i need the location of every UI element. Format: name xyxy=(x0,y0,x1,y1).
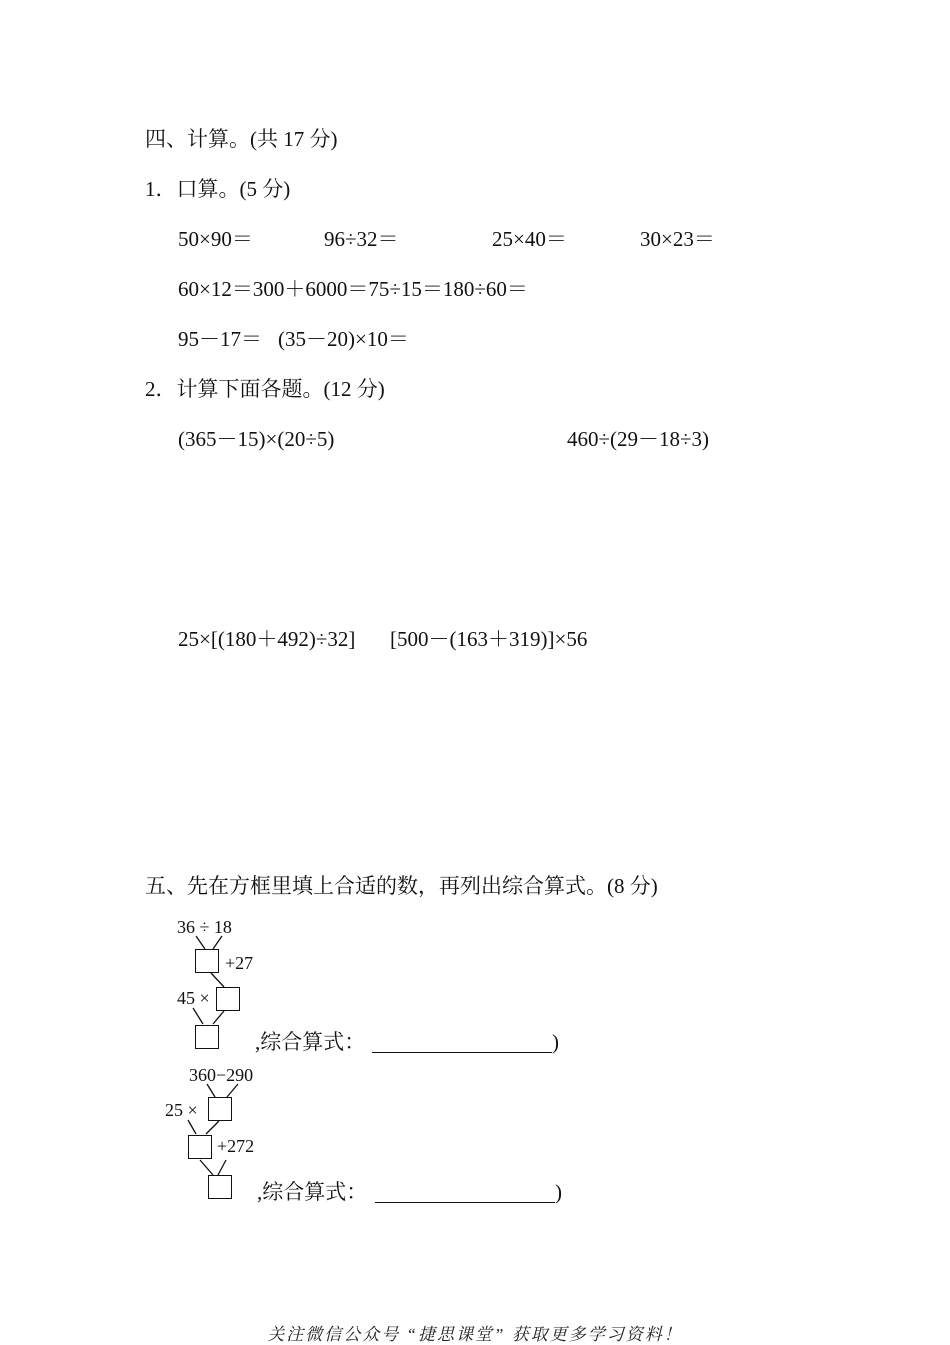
oral-calc-item: (35－20)×10＝ xyxy=(278,327,409,351)
combined-formula-label: ,综合算式： xyxy=(255,1030,366,1054)
section-five-heading: 五、先在方框里填上合适的数，再列出综合算式。(8 分) xyxy=(145,874,658,898)
calc-problem: (365－15)×(20÷5) xyxy=(178,427,335,451)
oral-calc-item: 50×90＝ xyxy=(178,227,253,251)
answer-box[interactable] xyxy=(195,1025,219,1049)
answer-box[interactable] xyxy=(216,987,240,1011)
answer-box[interactable] xyxy=(195,949,219,973)
oral-calc-item: 95－17＝ xyxy=(178,327,262,351)
calc-problem: [500－(163＋319)]×56 xyxy=(390,627,588,651)
tree2-top-expression: 360−290 xyxy=(189,1065,254,1085)
tree1-top-expression: 36 ÷ 18 xyxy=(177,917,232,937)
combined-formula-label: ,综合算式： xyxy=(257,1180,368,1204)
question-2-title: 2．计算下面各题。(12 分) xyxy=(145,377,385,401)
section-four-heading: 四、计算。(共 17 分) xyxy=(145,127,338,151)
tree1-add-term: +27 xyxy=(225,953,254,973)
oral-calc-item: 30×23＝ xyxy=(640,227,715,251)
combined-formula-blank[interactable] xyxy=(375,1202,555,1203)
combined-formula-blank[interactable] xyxy=(372,1052,552,1053)
answer-box[interactable] xyxy=(208,1097,232,1121)
oral-calc-item: 96÷32＝ xyxy=(324,227,399,251)
calc-problem: 25×[(180＋492)÷32] xyxy=(178,627,356,651)
calc-problem: 460÷(29－18÷3) xyxy=(567,427,710,451)
question-1-title: 1．口算。(5 分) xyxy=(145,177,291,201)
footer-note: 关注微信公众号 “捷思课堂” 获取更多学习资料！ xyxy=(267,1325,683,1344)
oral-calc-row: 60×12＝300＋6000＝75÷15＝180÷60＝ xyxy=(178,277,528,301)
tree1-multiplier: 45 × xyxy=(177,988,210,1008)
oral-calc-item: 25×40＝ xyxy=(492,227,567,251)
tree2-multiplier: 25 × xyxy=(165,1100,198,1120)
answer-box[interactable] xyxy=(188,1135,212,1159)
closing-paren: ) xyxy=(552,1030,559,1054)
answer-box[interactable] xyxy=(208,1175,232,1199)
closing-paren: ) xyxy=(555,1180,562,1204)
tree2-add-term: +272 xyxy=(217,1136,255,1156)
